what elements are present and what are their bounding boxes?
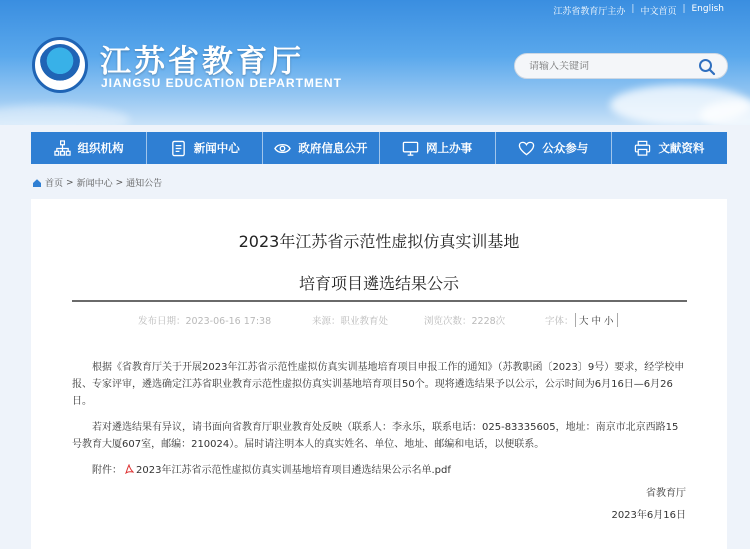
article-card — [31, 199, 727, 549]
site-title[interactable]: 江苏省教育厅 — [100, 44, 304, 80]
site-subtitle: JIANGSU EDUCATION DEPARTMENT — [101, 76, 342, 90]
top-link-separator: | — [631, 4, 635, 14]
nav-item-news[interactable] — [147, 132, 263, 164]
search-input[interactable] — [515, 61, 695, 72]
font-size-label: 字体： — [545, 316, 574, 327]
nav-label: 政府信息公开 — [298, 141, 368, 155]
signature-org: 省教育厅 — [646, 488, 686, 499]
breadcrumb-notices[interactable]: 通知公告 — [126, 179, 163, 189]
signature-date: 2023年6月16日 — [611, 510, 686, 521]
nav-label: 文献资料 — [658, 141, 705, 155]
article-paragraph-2: 若对遴选结果有异议，请书面向省教育厅职业教育处反映（联系人：李永乐，联系电话：025-83335605，地址：南京市北京西路15号教育大厦607室，邮编：210024）。届时请注明本人的真实姓名、单位、地址、邮编和电话，以便联系。 — [72, 422, 679, 450]
font-size-switch[interactable]: 大 中 小 — [575, 313, 618, 327]
top-link-separator: | — [682, 4, 686, 14]
top-link-host[interactable]: 江苏省教育厅主办 — [553, 7, 626, 17]
nav-label: 新闻中心 — [193, 141, 240, 155]
breadcrumb-separator: > — [115, 177, 124, 188]
heart-icon — [518, 140, 535, 157]
nav-label: 网上办事 — [426, 141, 473, 155]
header-banner — [0, 0, 750, 125]
nav-item-online-service[interactable] — [380, 132, 496, 164]
publish-date: 发布日期：2023-06-16 17:38 — [138, 316, 272, 327]
top-link-english[interactable]: English — [691, 4, 724, 14]
pdf-icon — [124, 464, 134, 474]
title-divider — [72, 300, 687, 302]
view-count: 浏览次数：2228次 — [424, 316, 506, 327]
org-chart-icon — [54, 140, 71, 157]
breadcrumb-news[interactable]: 新闻中心 — [76, 179, 113, 189]
search-icon[interactable] — [697, 57, 717, 77]
attachment-label: 附件： — [92, 465, 122, 476]
top-links — [547, 4, 730, 18]
nav-item-documents[interactable] — [612, 132, 727, 164]
nav-label: 组织机构 — [77, 141, 124, 155]
article-source: 来源：职业教育处 — [312, 316, 389, 327]
top-link-home[interactable]: 中文首页 — [640, 7, 677, 17]
monitor-icon — [402, 140, 419, 157]
breadcrumb-home[interactable]: 首页 — [45, 179, 64, 189]
site-logo[interactable] — [32, 37, 88, 93]
nav-item-public-participation[interactable] — [496, 132, 612, 164]
breadcrumb-separator: > — [66, 177, 74, 188]
article-title-line2: 培育项目遴选结果公示 — [298, 274, 459, 293]
article-paragraph-1: 根据《省教育厅关于开展2023年江苏省示范性虚拟仿真实训基地培育项目申报工作的通知》（苏教职函〔2023〕9号）要求，经学校申报、专家评审，遴选确定江苏省职业教育示范性虚拟仿真实训基地培育项目50个。现将遴选结果予以公示，公示时间为6月16日—6月26日。 — [72, 362, 685, 407]
home-icon — [32, 178, 42, 188]
logo-emblem-icon — [39, 44, 81, 86]
article-title-line1: 2023年江苏省示范性虚拟仿真实训基地 — [238, 232, 520, 251]
nav-item-organization[interactable] — [31, 132, 147, 164]
breadcrumb — [32, 176, 162, 189]
main-nav — [31, 132, 727, 164]
printer-icon — [634, 140, 651, 157]
nav-label: 公众参与 — [542, 141, 589, 155]
attachment — [92, 461, 451, 476]
attachment-link[interactable]: 2023年江苏省示范性虚拟仿真实训基地培育项目遴选结果公示名单.pdf — [136, 465, 451, 476]
document-icon — [170, 140, 187, 157]
eye-icon — [274, 140, 291, 157]
search-box — [514, 53, 728, 79]
nav-item-gov-info[interactable] — [263, 132, 379, 164]
